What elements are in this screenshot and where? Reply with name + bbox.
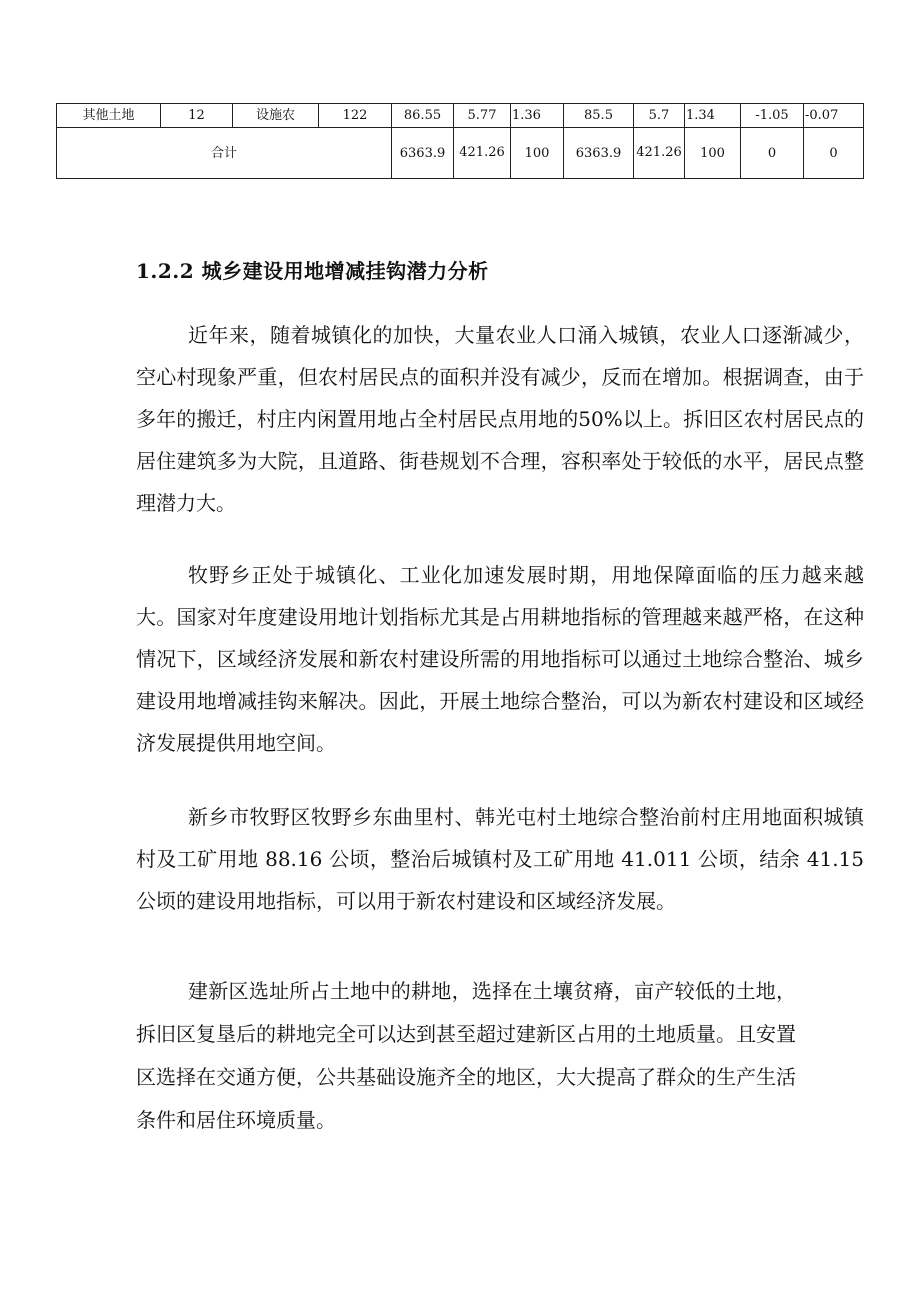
table-cell: -1.05 xyxy=(741,104,804,128)
table-cell: 6363.9 xyxy=(564,128,634,179)
table-cell: -0.07 xyxy=(804,104,864,128)
table-cell: 100 xyxy=(511,128,564,179)
table-row-other-land xyxy=(57,104,864,128)
table-cell: 其他土地 xyxy=(57,104,161,128)
paragraph-land-pressure: 牧野乡正处于城镇化、工业化加速发展时期，用地保障面临的压力越来越大。国家对年度建设用地计划指标尤其是占用耕地指标的管理越来越严格，在这种情况下，区域经济发展和新农村建设所需的用地指标可以通过土地综合整治、城乡建设用地增减挂钩来解决。因此，开展土地综合整治，可以为新农村建设和区域经济发展提供用地空间。 xyxy=(136,563,864,755)
table-cell: 421.26 xyxy=(634,128,685,179)
paragraph-urbanization: 近年来，随着城镇化的加快，大量农业人口涌入城镇，农业人口逐渐减少，空心村现象严重，但农村居民点的面积并没有减少，反而在增加。根据调查，由于多年的搬迁，村庄内闲置用地占全村居民点用地的50%以上。拆旧区农村居民点的居住建筑多为大院，且道路、街巷规划不合理，容积率处于较低的水平，居民点整理潜力大。 xyxy=(136,323,864,515)
table-cell: 122 xyxy=(319,104,392,128)
table-cell: 0 xyxy=(804,128,864,179)
section-heading: 1.2.2 城乡建设用地增减挂钩潜力分析 xyxy=(136,259,489,283)
table-cell: 设施农 xyxy=(233,104,319,128)
table-cell: 6363.9 xyxy=(392,128,454,179)
table-total-label: 合计 xyxy=(57,128,392,179)
table-cell: 1.36 xyxy=(511,104,564,128)
table-cell: 5.7 xyxy=(634,104,685,128)
table-cell: 421.26 xyxy=(454,128,511,179)
table-cell: 86.55 xyxy=(392,104,454,128)
paragraph-new-district: 建新区选址所占土地中的耕地，选择在土壤贫瘠，亩产较低的土地，拆旧区复垦后的耕地完全可以达到甚至超过建新区占用的土地质量。且安置区选择在交通方便，公共基础设施齐全的地区，大大提高了群众的生产生活条件和居住环境质量。 xyxy=(136,979,796,1132)
paragraph-muye-figures: 新乡市牧野区牧野乡东曲里村、韩光屯村土地综合整治前村庄用地面积城镇村及工矿用地 88.16 公顷，整治后城镇村及工矿用地 41.011 公顷，结余 41.15 公顷的建设用地指标，可以用于新农村建设和区域经济发展。 xyxy=(136,805,864,913)
land-use-table xyxy=(56,103,864,179)
table-cell: 0 xyxy=(741,128,804,179)
table-cell: 12 xyxy=(161,104,233,128)
table-cell: 5.77 xyxy=(454,104,511,128)
table-cell: 100 xyxy=(685,128,741,179)
table-cell: 1.34 xyxy=(685,104,741,128)
table-row-total xyxy=(57,128,864,179)
table-cell: 85.5 xyxy=(564,104,634,128)
